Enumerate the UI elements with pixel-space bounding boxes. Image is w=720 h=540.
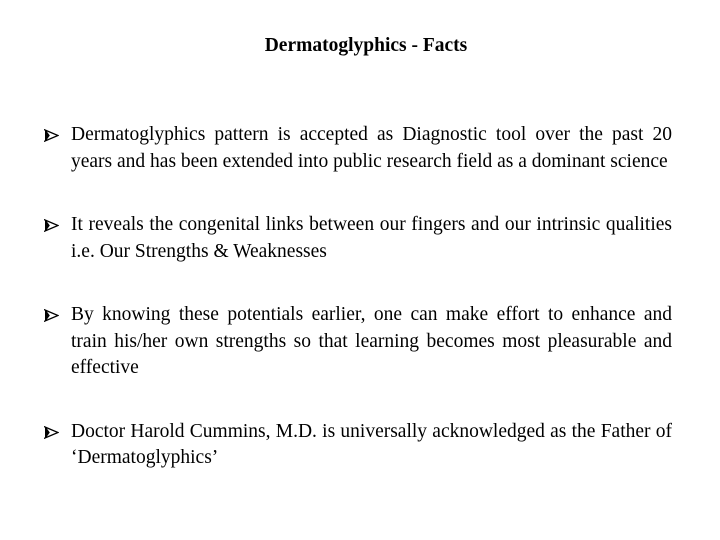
bullet-item xyxy=(44,302,672,382)
bullet-item xyxy=(44,419,672,472)
arrowhead-bullet-icon xyxy=(44,309,59,322)
arrowhead-bullet-icon xyxy=(44,426,59,439)
bullet-item xyxy=(44,212,672,265)
bullet-text: Dermatoglyphics pattern is accepted as Diagnostic tool over the past 20 years and has been extended into public research field as a dominant science xyxy=(71,124,672,172)
bullet-text: By knowing these potentials earlier, one can make effort to enhance and train his/her own strengths so that learning becomes most pleasurable and effective xyxy=(71,304,672,378)
bullet-list xyxy=(44,122,672,509)
bullet-item xyxy=(44,122,672,175)
arrowhead-bullet-icon xyxy=(44,129,59,142)
slide-title: Dermatoglyphics - Facts xyxy=(264,35,468,56)
bullet-text: Doctor Harold Cummins, M.D. is universally acknowledged as the Father of ‘Dermatoglyphics’ xyxy=(71,420,672,468)
arrowhead-bullet-icon xyxy=(44,219,59,232)
bullet-text: It reveals the congenital links between our fingers and our intrinsic qualities i.e. Our Strengths & Weaknesses xyxy=(71,214,672,262)
